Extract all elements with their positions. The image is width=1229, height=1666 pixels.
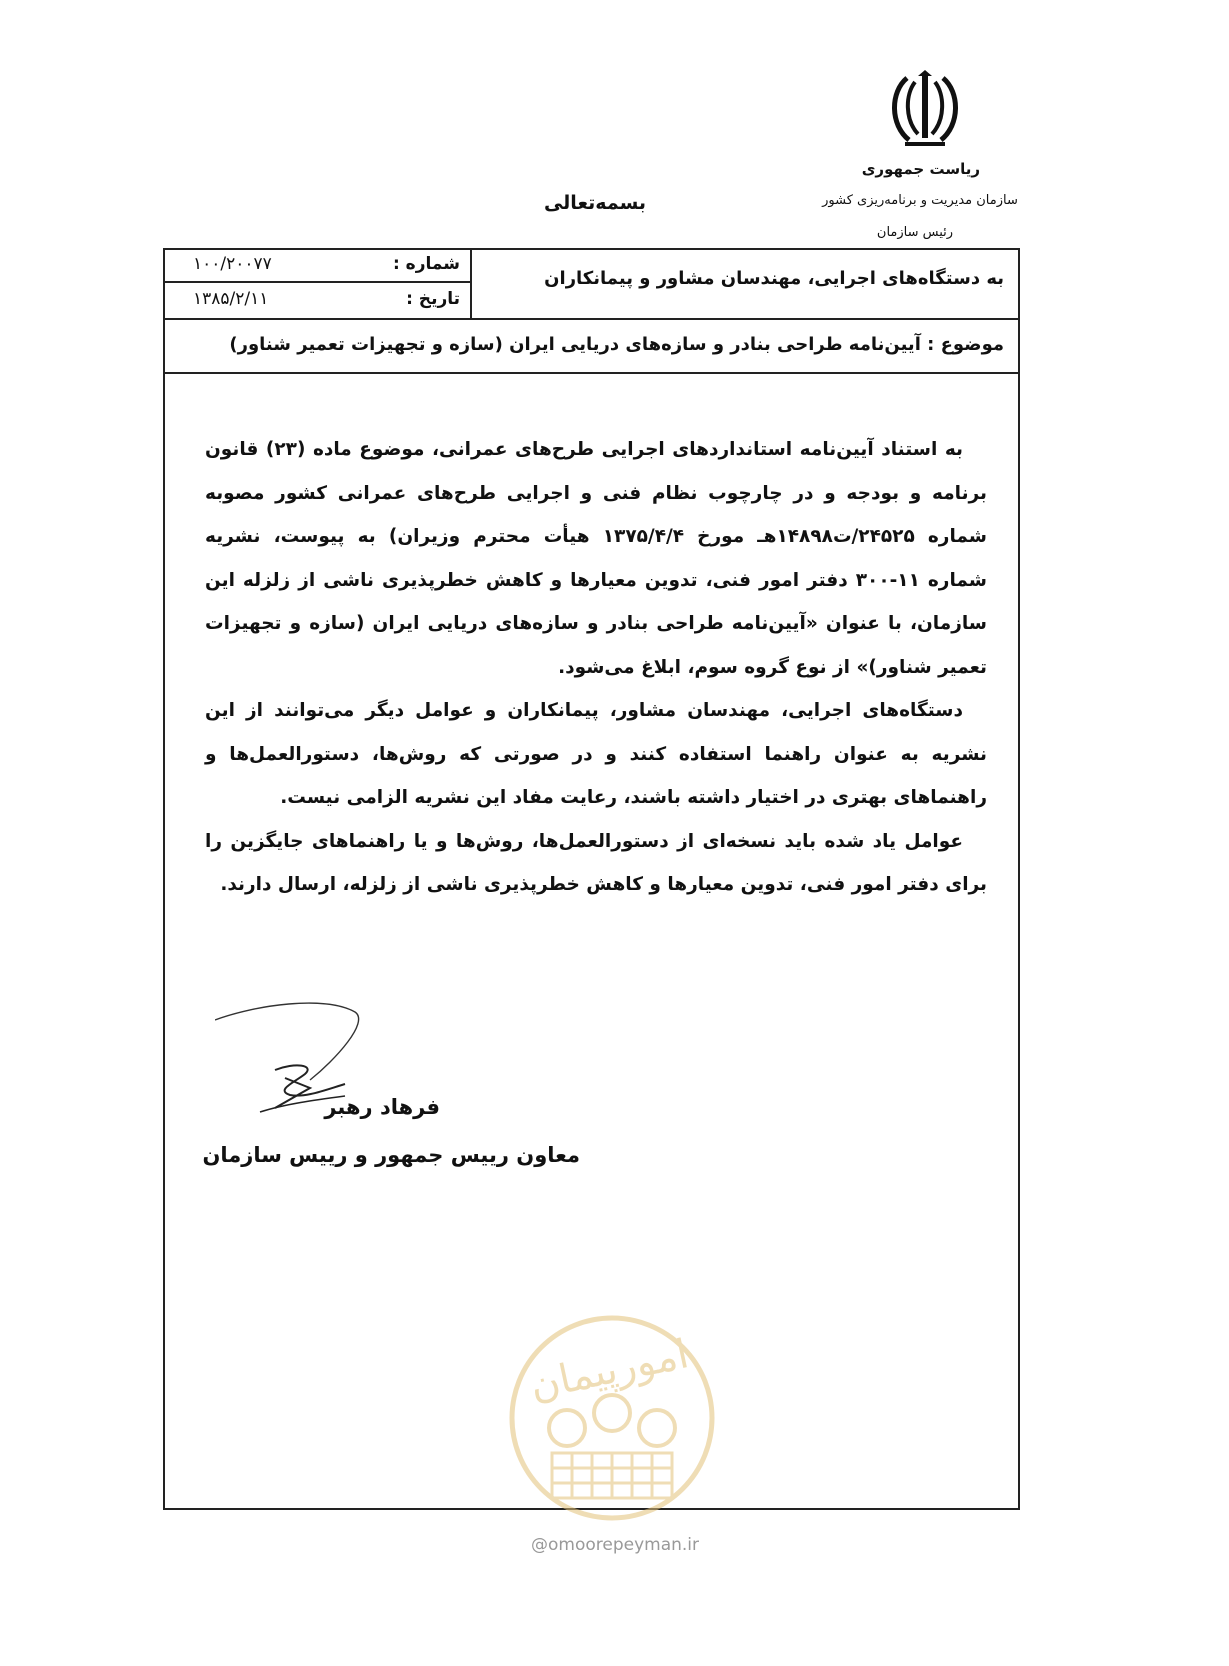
signer-title: معاون رییس جمهور و رییس سازمان bbox=[202, 1143, 580, 1167]
date-value: ۱۳۸۵/۲/۱۱ bbox=[193, 289, 269, 309]
invocation: بسمه‌تعالی bbox=[543, 192, 647, 214]
number-row bbox=[163, 248, 470, 283]
subject: موضوع : آیین‌نامه طراحی بنادر و سازه‌های دریایی ایران (سازه و تجهیزات تعمیر شناور) bbox=[229, 334, 1004, 355]
body-paragraph-1 bbox=[205, 428, 987, 689]
p1-title: آیین‌نامه طراحی بنادر و سازه‌های دریایی ایران (سازه و تجهیزات تعمیر شناور) bbox=[205, 613, 987, 678]
letter-body bbox=[205, 428, 987, 907]
recipients-cell bbox=[470, 248, 1020, 318]
watermark-seal-icon bbox=[507, 1313, 717, 1523]
website-label: @omoorepeyman.ir bbox=[530, 1535, 700, 1555]
p1-part1: به استناد آیین‌نامه استانداردهای اجرایی طرح‌های عمرانی، موضوع ماده (۲۳) قانون برنامه و بودجه و در چارچوب نظام فنی و اجرایی طرح‌های عمرانی کشور مصوبه شماره ۲۴۵۲۵/ت۱۴۸۹۸هـ مورخ ۱۳۷۵/۴/۴ هیأت محترم وزیران) به پیوست، نشریه شماره ۱۱-۳۰۰ دفتر امور فنی، تدوین معیارها و کاهش خطرپذیری ناشی از زلزله این سازمان، با عنوان « bbox=[205, 439, 988, 634]
recipients: به دستگاه‌های اجرایی، مهندسان مشاور و پیمانکاران bbox=[544, 268, 1004, 289]
p1-part2: » از نوع گروه سوم، ابلاغ می‌شود. bbox=[558, 656, 869, 678]
number-value: ۱۰۰/۲۰۰۷۷ bbox=[193, 254, 272, 274]
signer-name: فرهاد رهبر bbox=[324, 1095, 440, 1119]
date-row bbox=[163, 283, 470, 318]
presidency-label: ریاست جمهوری bbox=[861, 160, 980, 178]
body-paragraph-3: عوامل یاد شده باید نسخه‌ای از دستورالعمل‌ها، روش‌ها و یا راهنماهای جایگزین را برای دفتر امور فنی، تدوین معیارها و کاهش خطرپذیری ناشی از زلزله، ارسال دارند. bbox=[205, 830, 987, 895]
head-label: رئیس سازمان bbox=[876, 225, 954, 240]
svg-text:امورپیمان: امورپیمان bbox=[526, 1331, 693, 1410]
number-label: شماره : bbox=[392, 254, 460, 274]
body-paragraph-2: دستگاه‌های اجرایی، مهندسان مشاور، پیمانکاران و عوامل دیگر می‌توانند از این نشریه به عنوان راهنما استفاده کنند و در صورتی که روش‌ها، دستورالعمل‌ها و راهنماهای بهتری در اختیار داشته باشند، رعایت مفاد این نشریه الزامی نیست. bbox=[205, 700, 987, 808]
organization-label: سازمان مدیریت و برنامه‌ریزی کشور bbox=[822, 193, 1018, 208]
date-label: تاریخ : bbox=[406, 289, 460, 309]
subject-row bbox=[163, 318, 1020, 374]
iran-emblem-icon bbox=[885, 70, 965, 150]
letter-meta bbox=[163, 248, 470, 318]
